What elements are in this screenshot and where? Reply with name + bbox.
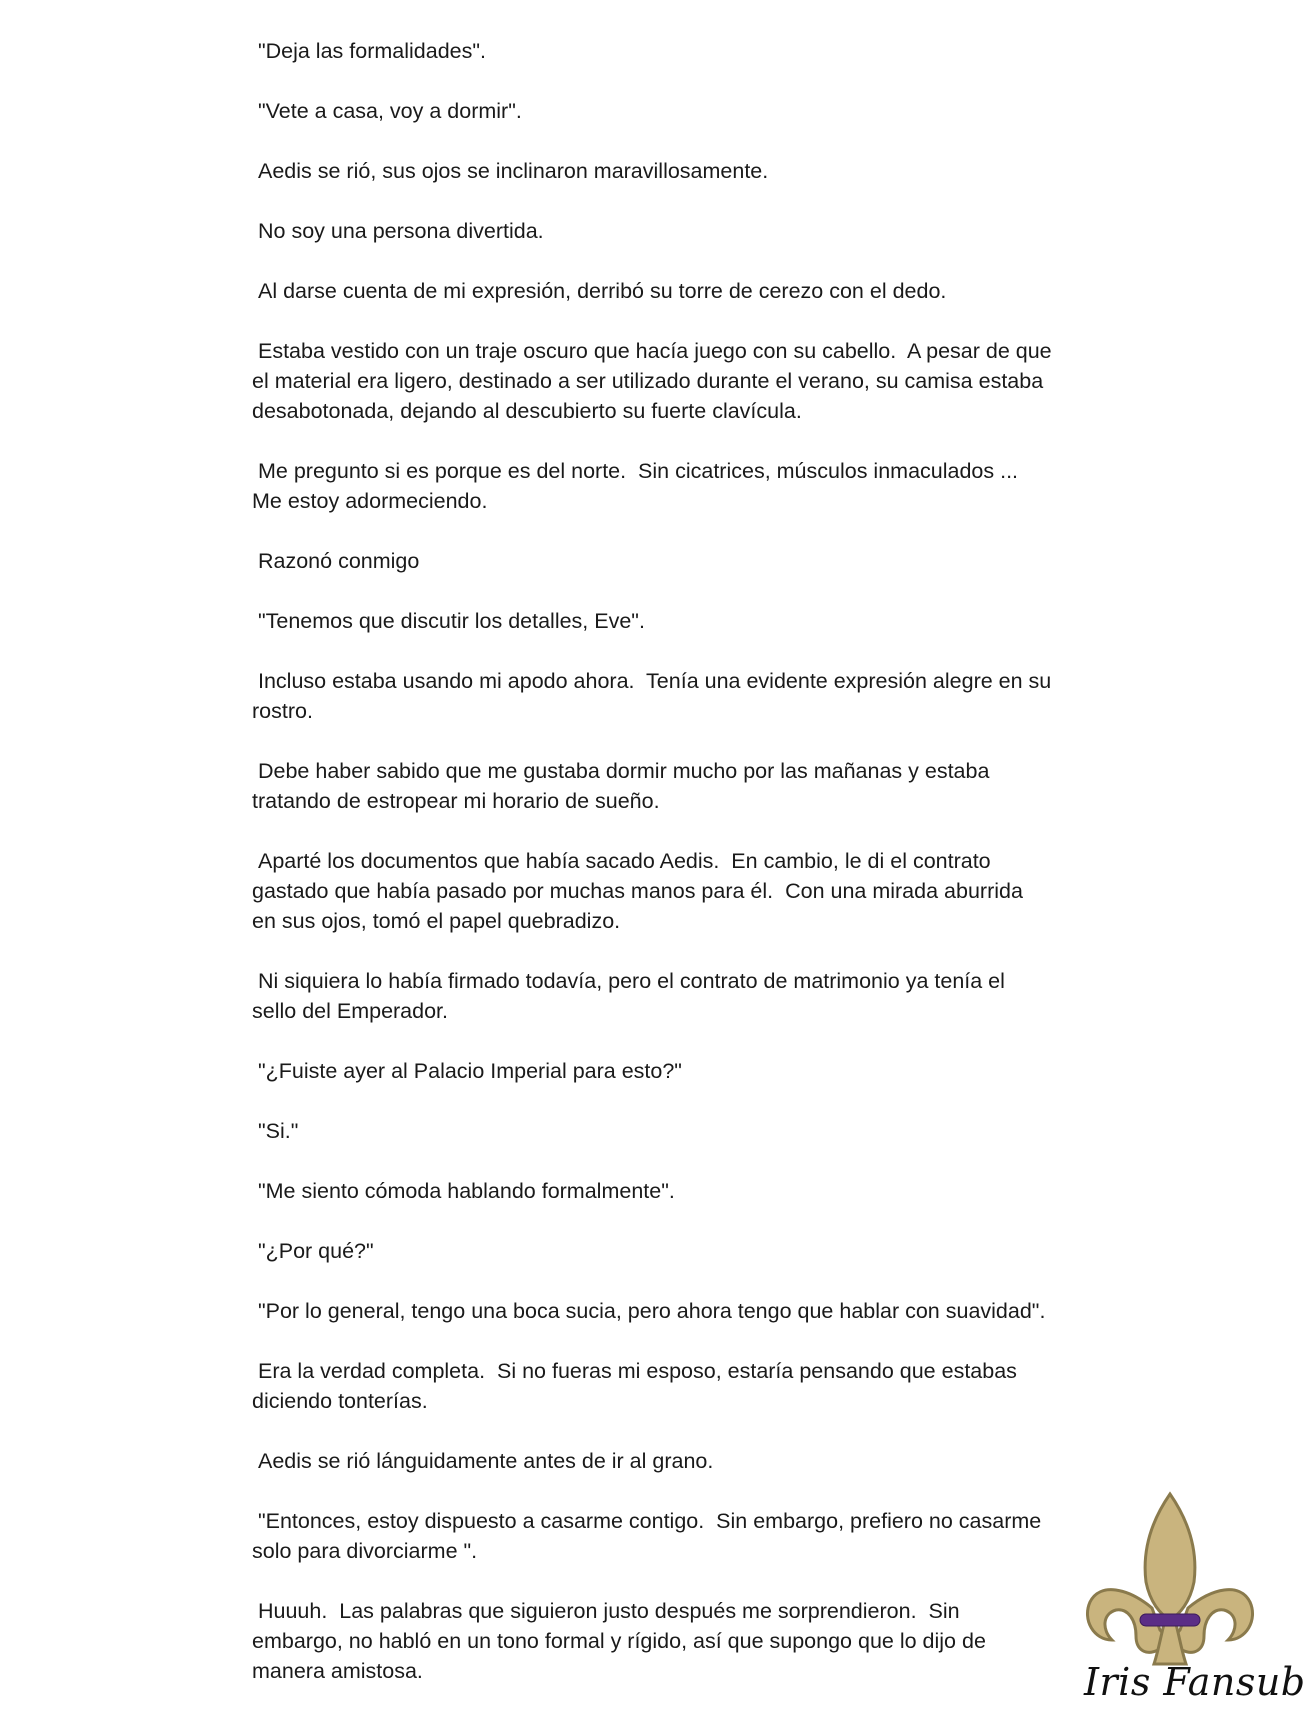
paragraph-16: "Me siento cómoda hablando formalmente". bbox=[252, 1179, 675, 1203]
paragraph-20: Aedis se rió lánguidamente antes de ir al grano. bbox=[252, 1449, 714, 1473]
paragraph-18: "Por lo general, tengo una boca sucia, pero ahora tengo que hablar con suavidad". bbox=[252, 1299, 1046, 1323]
paragraph-15: "Si." bbox=[252, 1119, 299, 1143]
watermark bbox=[1070, 1490, 1306, 1708]
paragraph-12: Aparté los documentos que había sacado Aedis. En cambio, le di el contrato gastado que había pasado por muchas manos para él. Con una mirada aburrida en sus ojos, tomó el papel quebradizo. bbox=[252, 849, 1029, 933]
paragraph-10: Incluso estaba usando mi apodo ahora. Tenía una evidente expresión alegre en su rostro. bbox=[252, 669, 1058, 723]
paragraph-3: Aedis se rió, sus ojos se inclinaron maravillosamente. bbox=[252, 159, 769, 183]
watermark-text: Iris Fansub bbox=[1084, 1660, 1306, 1704]
paragraph-4: No soy una persona divertida. bbox=[252, 219, 544, 243]
fleur-de-lis-icon bbox=[1080, 1490, 1260, 1670]
paragraph-22: Huuuh. Las palabras que siguieron justo después me sorprendieron. Sin embargo, no habló en un tono formal y rígido, así que supongo que lo dijo de manera amistosa. bbox=[252, 1599, 992, 1683]
paragraph-8: Razonó conmigo bbox=[252, 549, 420, 573]
paragraph-19: Era la verdad completa. Si no fueras mi esposo, estaría pensando que estabas diciendo tonterías. bbox=[252, 1359, 1023, 1413]
paragraph-13: Ni siquiera lo había firmado todavía, pero el contrato de matrimonio ya tenía el sello del Emperador. bbox=[252, 969, 1011, 1023]
paragraph-21: "Entonces, estoy dispuesto a casarme contigo. Sin embargo, prefiero no casarme solo para divorciarme ". bbox=[252, 1509, 1048, 1563]
paragraph-17: "¿Por qué?" bbox=[252, 1239, 374, 1263]
paragraph-6: Estaba vestido con un traje oscuro que hacía juego con su cabello. A pesar de que el material era ligero, destinado a ser utilizado durante el verano, su camisa estaba desabotonada, dejando al descubierto su fuerte clavícula. bbox=[252, 339, 1058, 423]
document-body bbox=[252, 36, 1058, 1716]
paragraph-1: "Deja las formalidades". bbox=[252, 39, 486, 63]
paragraph-11: Debe haber sabido que me gustaba dormir mucho por las mañanas y estaba tratando de estropear mi horario de sueño. bbox=[252, 759, 996, 813]
paragraph-2: "Vete a casa, voy a dormir". bbox=[252, 99, 522, 123]
paragraph-7: Me pregunto si es porque es del norte. Sin cicatrices, músculos inmaculados ... Me estoy adormeciendo. bbox=[252, 459, 1025, 513]
paragraph-14: "¿Fuiste ayer al Palacio Imperial para esto?" bbox=[252, 1059, 682, 1083]
paragraph-9: "Tenemos que discutir los detalles, Eve". bbox=[252, 609, 645, 633]
paragraph-5: Al darse cuenta de mi expresión, derribó su torre de cerezo con el dedo. bbox=[252, 279, 947, 303]
